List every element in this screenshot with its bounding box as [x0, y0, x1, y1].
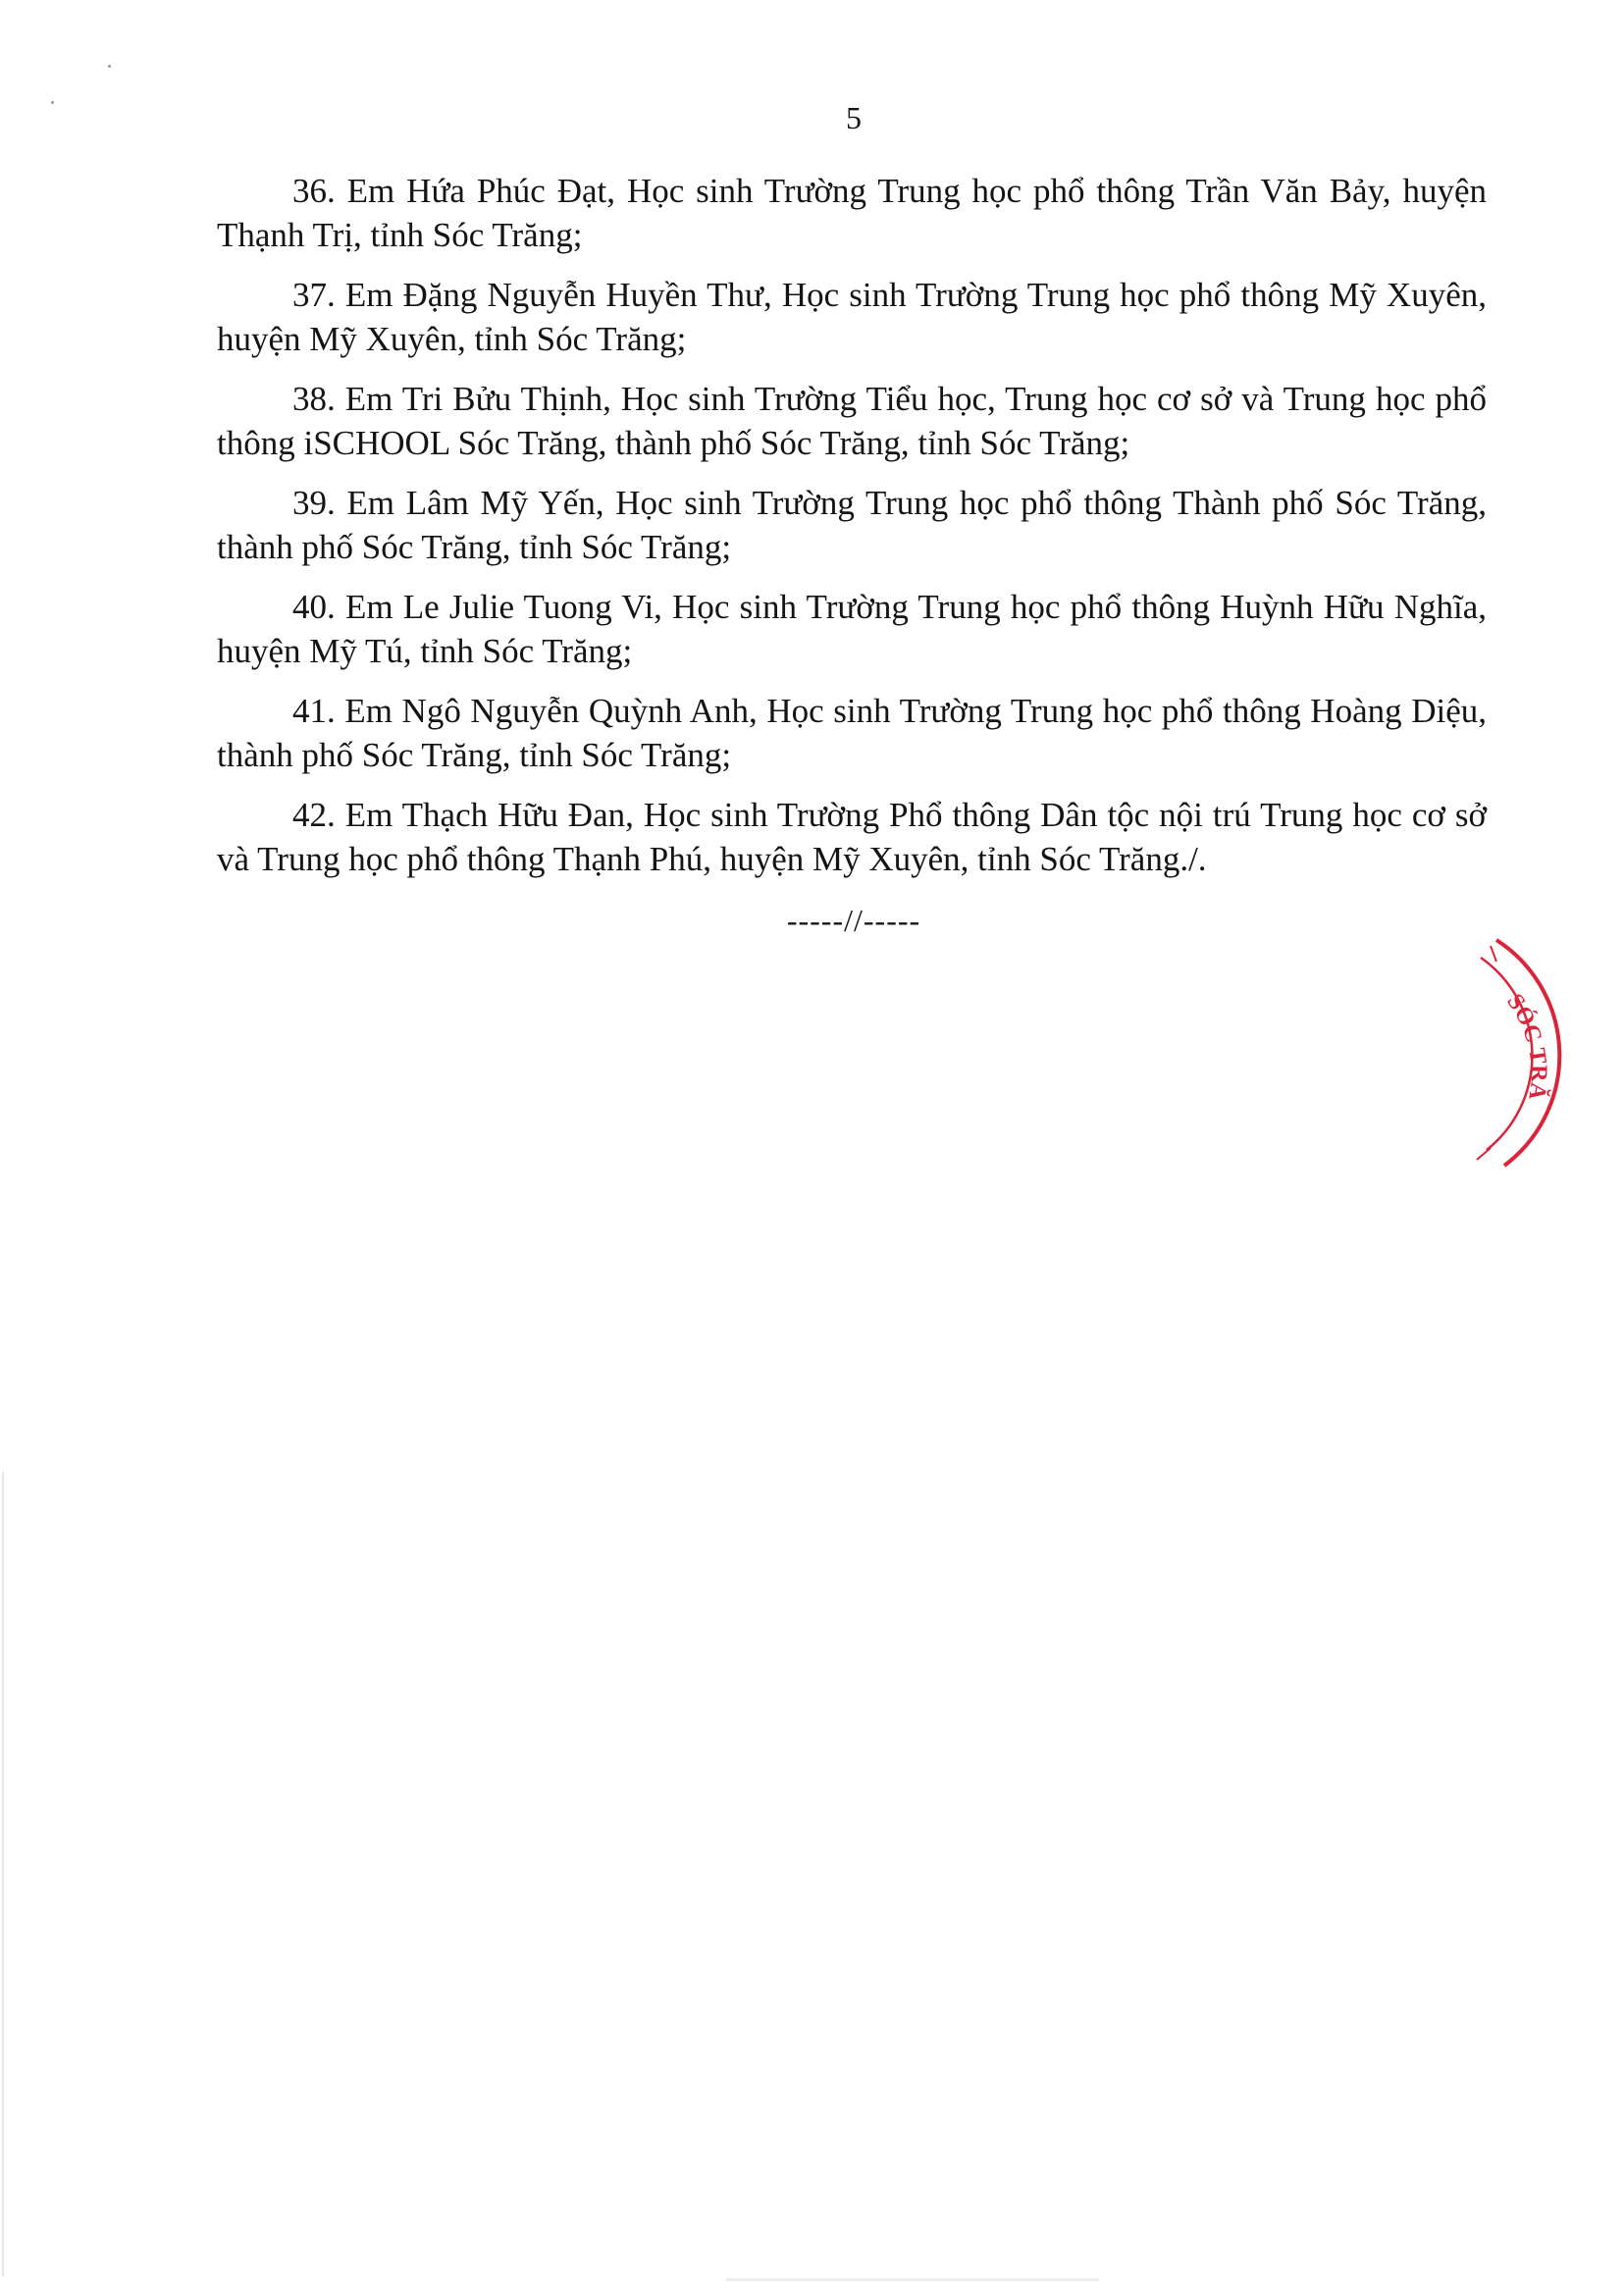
entry-list [217, 169, 1487, 897]
list-item: 41. Em Ngô Nguyễn Quỳnh Anh, Học sinh Trường Trung học phổ thông Hoàng Diệu, thành phố Sóc Trăng, tỉnh Sóc Trăng; [217, 692, 1487, 774]
list-item: 36. Em Hứa Phúc Đạt, Học sinh Trường Trung học phổ thông Trần Văn Bảy, huyện Thạnh Trị, tỉnh Sóc Trăng; [217, 172, 1487, 254]
scan-speck [108, 65, 111, 68]
list-item: 38. Em Tri Bửu Thịnh, Học sinh Trường Tiểu học, Trung học cơ sở và Trung học phổ thông iSCHOOL Sóc Trăng, thành phố Sóc Trăng, tỉnh Sóc Trăng; [217, 380, 1487, 462]
list-item: 40. Em Le Julie Tuong Vi, Học sinh Trường Trung học phổ thông Huỳnh Hữu Nghĩa, huyện Mỹ Tú, tỉnh Sóc Trăng; [217, 588, 1487, 670]
svg-text:SÓC TRĂ: SÓC TRĂ [1501, 989, 1551, 1102]
scan-speck [51, 101, 54, 104]
list-item: 39. Em Lâm Mỹ Yến, Học sinh Trường Trung học phổ thông Thành phố Sóc Trăng, thành phố Sóc Trăng, tỉnh Sóc Trăng; [217, 484, 1487, 566]
seal-stamp-icon [1467, 932, 1575, 1187]
page-number: 5 [846, 100, 862, 135]
end-of-document-mark: -----//----- [786, 903, 921, 938]
list-item: 42. Em Thạch Hữu Đan, Học sinh Trường Phổ thông Dân tộc nội trú Trung học cơ sở và Trung học phổ thông Thạnh Phú, huyện Mỹ Xuyên, tỉnh Sóc Trăng./. [217, 796, 1487, 878]
list-item: 37. Em Đặng Nguyễn Huyền Thư, Học sinh Trường Trung học phổ thông Mỹ Xuyên, huyện Mỹ Xuyên, tỉnh Sóc Trăng; [217, 276, 1487, 358]
scan-edge [2, 1472, 4, 2276]
scan-edge [726, 2278, 1099, 2281]
